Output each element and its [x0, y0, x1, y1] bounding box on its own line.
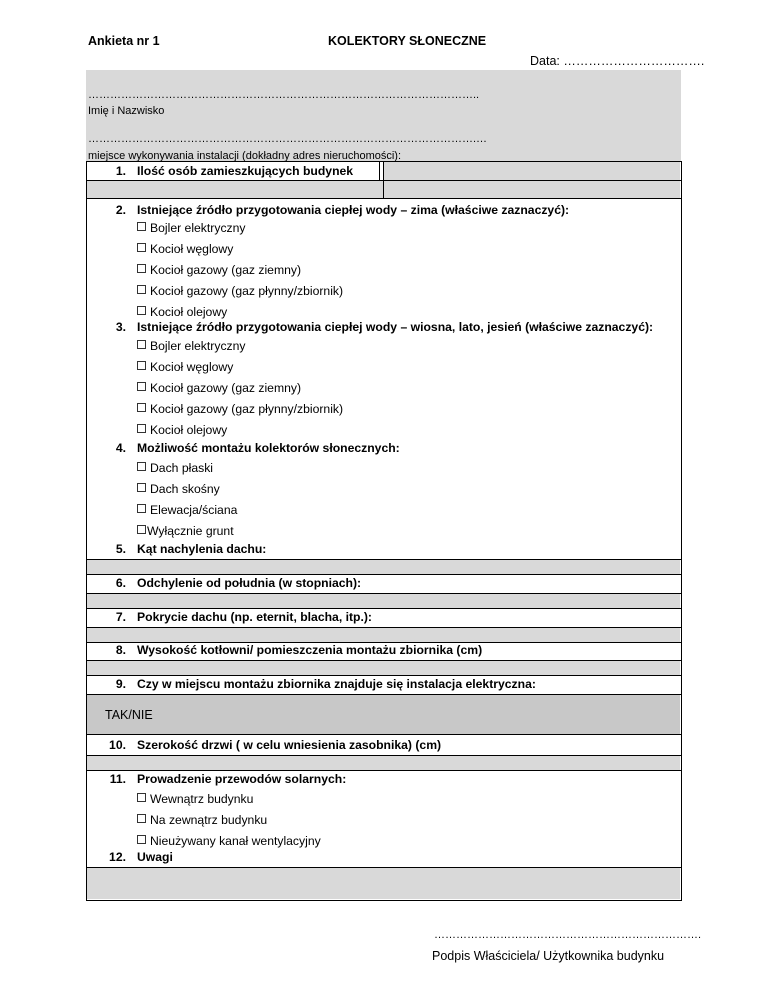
- q3-option-coal-boiler[interactable]: [137, 360, 233, 374]
- checkbox-icon[interactable]: [137, 814, 146, 823]
- q7-label: Pokrycie dachu (np. eternit, blacha, itp.):: [137, 610, 372, 624]
- q2-option-gas-boiler-natural[interactable]: [137, 263, 301, 277]
- q3-option-oil-boiler[interactable]: [137, 423, 227, 437]
- q10-label: Szerokość drzwi ( w celu wniesienia zasobnika) (cm): [137, 738, 442, 752]
- q2-label: Istniejące źródło przygotowania ciepłej wody – zima (właściwe zaznaczyć):: [137, 203, 570, 217]
- checkbox-icon[interactable]: [137, 835, 146, 844]
- option-label: Wyłącznie grunt: [147, 524, 234, 538]
- option-label: Elewacja/ściana: [150, 503, 238, 517]
- q11-number: 11.: [109, 772, 126, 786]
- option-label: Bojler elektryczny: [150, 221, 246, 235]
- signature-label: Podpis Właściciela/ Użytkownika budynku: [432, 949, 665, 963]
- signature-field[interactable]: ……………………………………………………………….: [434, 929, 702, 941]
- q7-number: 7.: [115, 610, 126, 624]
- name-field[interactable]: ……………………………………………………………………………………………..: [88, 89, 480, 101]
- date-field[interactable]: Data: …………………………….: [530, 54, 705, 68]
- q7-answer-field[interactable]: [87, 628, 680, 642]
- option-label: Nieużywany kanał wentylacyjny: [150, 834, 321, 848]
- checkbox-icon[interactable]: [137, 504, 146, 513]
- checkbox-icon[interactable]: [137, 222, 146, 231]
- q3-label: Istniejące źródło przygotowania ciepłej wody – wiosna, lato, jesień (właściwe zaznaczyć):: [137, 320, 654, 334]
- checkbox-icon[interactable]: [137, 403, 146, 412]
- option-label: Na zewnątrz budynku: [150, 813, 268, 827]
- q12-number: 12.: [109, 850, 126, 864]
- option-label: Kocioł olejowy: [150, 423, 228, 437]
- address-field[interactable]: …………………………………………………………………………………………….…: [88, 133, 488, 145]
- checkbox-icon[interactable]: [137, 382, 146, 391]
- q4-number: 4.: [115, 441, 126, 455]
- checkbox-icon[interactable]: [137, 264, 146, 273]
- option-label: Wewnątrz budynku: [150, 792, 254, 806]
- q3-number: 3.: [115, 320, 126, 334]
- q4-label: Możliwość montażu kolektorów słonecznych:: [137, 441, 400, 455]
- q8-answer-field[interactable]: [87, 661, 680, 675]
- q6-answer-field[interactable]: [87, 594, 680, 608]
- q10-answer-field[interactable]: [87, 756, 680, 770]
- q5-answer-field[interactable]: [87, 560, 680, 574]
- q11-option-inside[interactable]: [137, 792, 253, 806]
- page-title: KOLEKTORY SŁONECZNE: [328, 34, 487, 48]
- q6-label: Odchylenie od południa (w stopniach):: [137, 576, 362, 590]
- q4-option-ground-only[interactable]: [137, 524, 234, 538]
- checkbox-icon[interactable]: [137, 306, 146, 315]
- checkbox-icon[interactable]: [137, 424, 146, 433]
- q9-answer-field[interactable]: [87, 695, 680, 734]
- q3-option-gas-boiler-tank[interactable]: [137, 402, 343, 416]
- option-label: Kocioł węglowy: [150, 242, 234, 256]
- personal-info-section: [86, 70, 681, 161]
- name-label: Imię i Nazwisko: [88, 105, 165, 117]
- q3-option-electric-boiler[interactable]: [137, 339, 246, 353]
- option-label: Kocioł gazowy (gaz płynny/zbiornik): [150, 402, 344, 416]
- option-label: Kocioł gazowy (gaz ziemny): [150, 263, 302, 277]
- checkbox-icon[interactable]: [137, 483, 146, 492]
- q5-number: 5.: [115, 542, 126, 556]
- q11-label: Prowadzenie przewodów solarnych:: [137, 772, 347, 786]
- option-label: Kocioł gazowy (gaz ziemny): [150, 381, 302, 395]
- address-label: miejsce wykonywania instalacji (dokładny adres nieruchomości):: [88, 150, 402, 162]
- q4-option-pitched-roof[interactable]: [137, 482, 220, 496]
- q8-label: Wysokość kotłowni/ pomieszczenia montażu zbiornika (cm): [137, 643, 483, 657]
- q10-number: 10.: [109, 738, 126, 752]
- q2-option-oil-boiler[interactable]: [137, 305, 227, 319]
- q1-number: 1.: [115, 164, 126, 178]
- q2-option-electric-boiler[interactable]: [137, 221, 246, 235]
- survey-number: Ankieta nr 1: [88, 34, 160, 48]
- q9-answer-text: TAK/NIE: [105, 708, 153, 722]
- checkbox-icon[interactable]: [137, 285, 146, 294]
- option-label: Kocioł węglowy: [150, 360, 234, 374]
- q11-option-outside[interactable]: [137, 813, 267, 827]
- checkbox-icon[interactable]: [137, 525, 146, 534]
- q2-option-gas-boiler-tank[interactable]: [137, 284, 343, 298]
- option-label: Kocioł olejowy: [150, 305, 228, 319]
- q1-label: Ilość osób zamieszkujących budynek: [137, 164, 354, 178]
- checkbox-icon[interactable]: [137, 361, 146, 370]
- q1-value-field[interactable]: [384, 162, 680, 180]
- q9-label: Czy w miejscu montażu zbiornika znajduje się instalacja elektryczna:: [137, 677, 536, 691]
- checkbox-icon[interactable]: [137, 243, 146, 252]
- q4-option-flat-roof[interactable]: [137, 461, 213, 475]
- option-label: Kocioł gazowy (gaz płynny/zbiornik): [150, 284, 344, 298]
- q4-option-facade[interactable]: [137, 503, 237, 517]
- checkbox-icon[interactable]: [137, 793, 146, 802]
- checkbox-icon[interactable]: [137, 340, 146, 349]
- q9-number: 9.: [115, 677, 126, 691]
- q8-number: 8.: [115, 643, 126, 657]
- option-label: Bojler elektryczny: [150, 339, 246, 353]
- q6-number: 6.: [115, 576, 126, 590]
- q12-notes-field[interactable]: [87, 868, 680, 899]
- option-label: Dach skośny: [150, 482, 220, 496]
- q5-label: Kąt nachylenia dachu:: [137, 542, 267, 556]
- q11-option-vent-duct[interactable]: [137, 834, 321, 848]
- q3-option-gas-boiler-natural[interactable]: [137, 381, 301, 395]
- q12-label: Uwagi: [137, 850, 173, 864]
- option-label: Dach płaski: [150, 461, 213, 475]
- q2-option-coal-boiler[interactable]: [137, 242, 233, 256]
- q2-number: 2.: [115, 203, 126, 217]
- checkbox-icon[interactable]: [137, 462, 146, 471]
